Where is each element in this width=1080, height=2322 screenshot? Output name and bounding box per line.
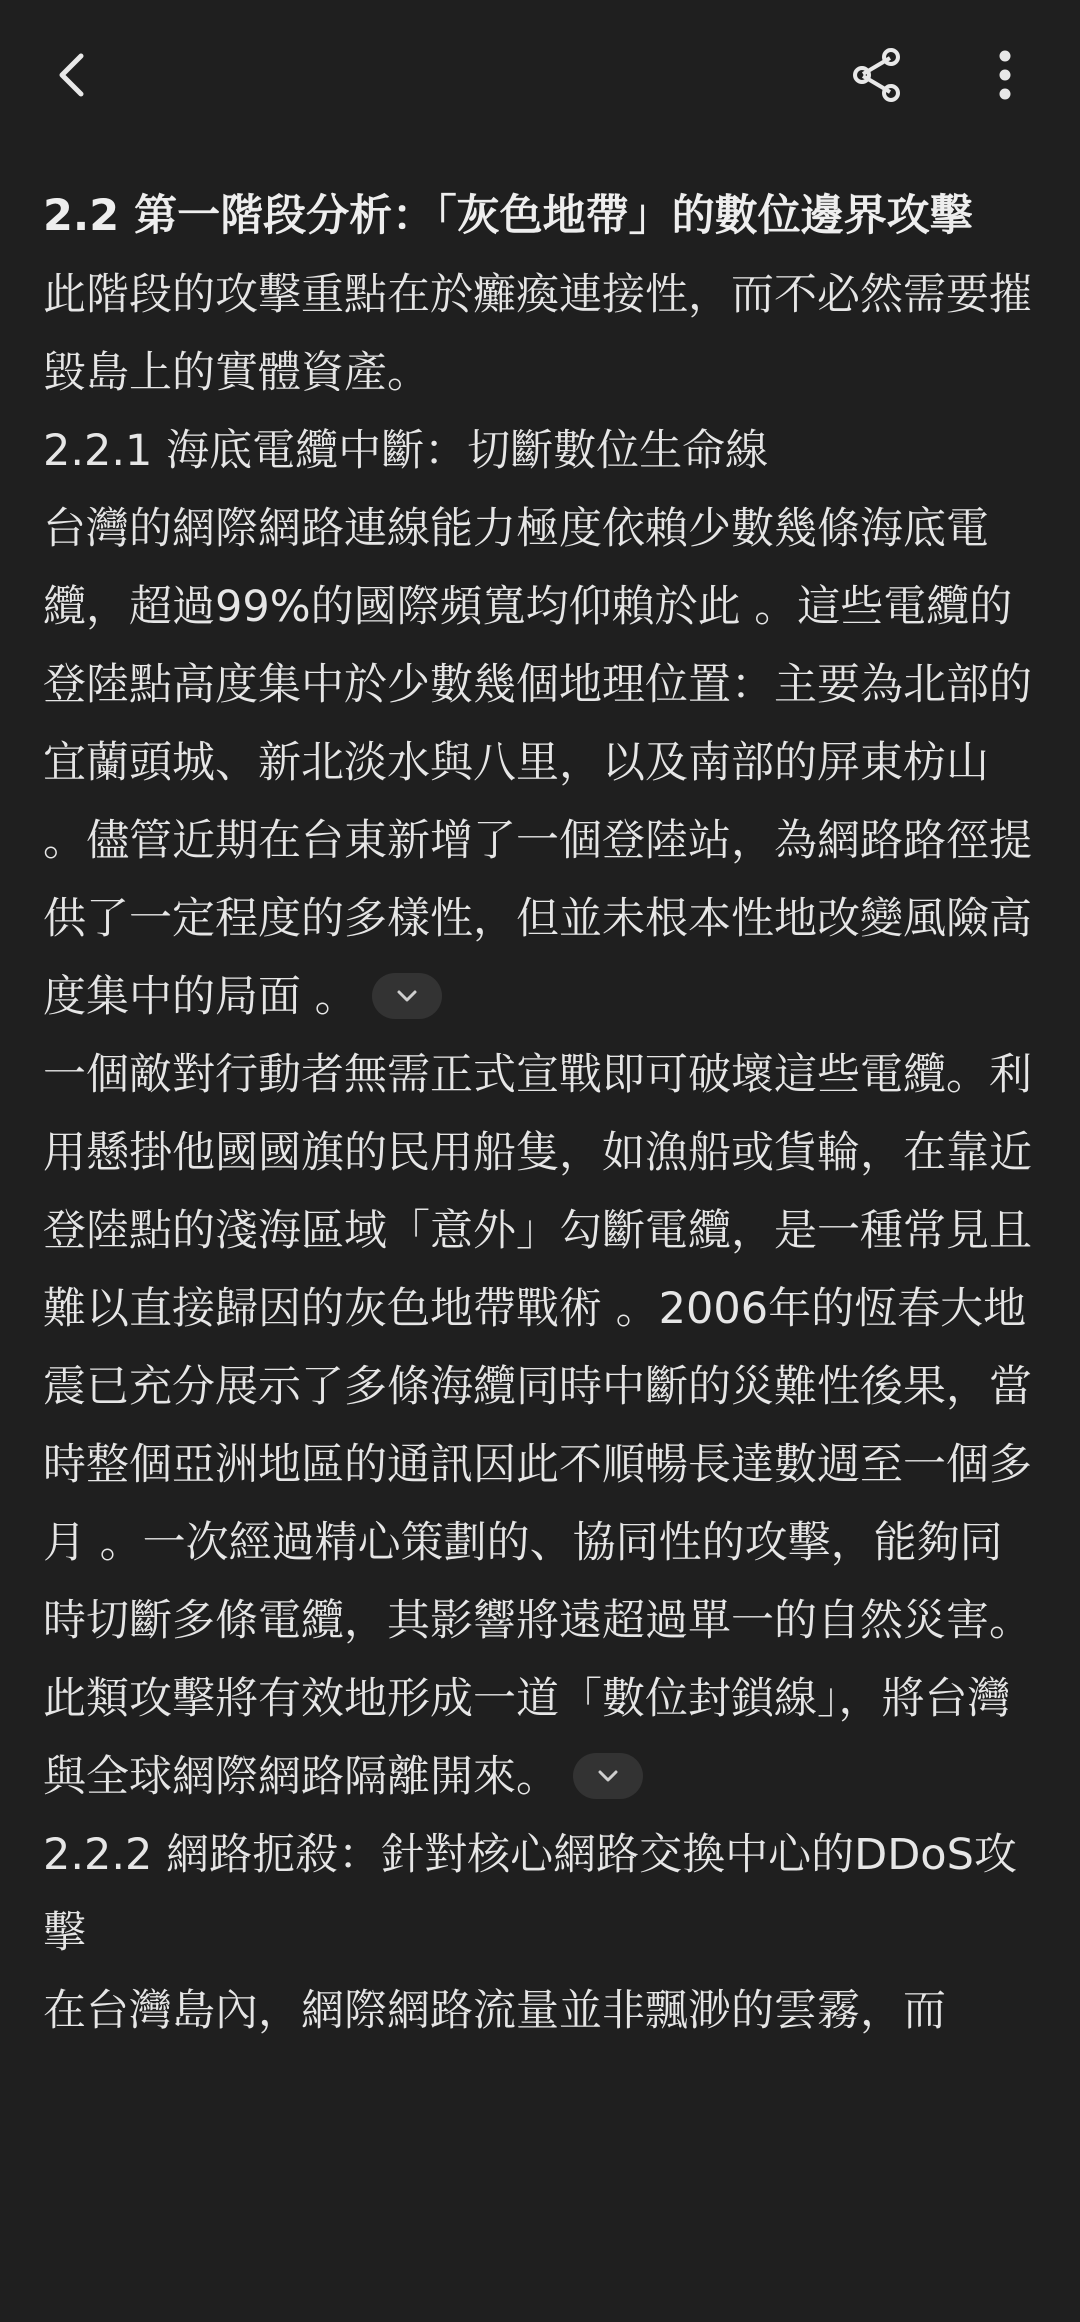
expand-sources-button[interactable] (372, 973, 442, 1019)
chevron-left-icon (48, 50, 98, 100)
back-button[interactable] (28, 30, 118, 120)
article-content (43, 176, 1043, 2050)
paragraph-ddos: 在台灣島內，網際網路流量並非飄渺的雲霧，而 (43, 1986, 946, 2036)
paragraph-gray-zone (43, 1036, 1043, 1816)
more-options-button[interactable] (960, 30, 1050, 120)
share-icon (850, 47, 904, 103)
section-title: 2.2 第一階段分析：「灰色地帶」的數位邊界攻擊 (43, 191, 973, 241)
intro-paragraph: 此階段的攻擊重點在於癱瘓連接性，而不必然需要摧毀島上的實體資產。 (43, 270, 1032, 398)
subsection-title-2-2-1: 2.2.1 海底電纜中斷：切斷數位生命線 (43, 426, 769, 476)
chevron-down-icon (396, 989, 418, 1003)
more-vert-icon (995, 49, 1015, 101)
share-button[interactable] (832, 30, 922, 120)
chevron-down-icon (597, 1769, 619, 1783)
top-app-bar (0, 0, 1080, 150)
paragraph-text: 台灣的網際網路連線能力極度依賴少數幾條海底電纜，超過99%的國際頻寬均仰賴於此 。這些電纜的登陸點高度集中於少數幾個地理位置：主要為北部的宜蘭頭城、新北淡水與八里，以及南部的屏東枋山 。儘管近期在台東新增了一個登陸站，為網路路徑提供了一定程度的多樣性，但並未根本性地改變風險高度集中的局面 。 (43, 504, 1032, 1022)
paragraph-cables (43, 490, 1043, 1036)
subsection-title-2-2-2: 2.2.2 網路扼殺：針對核心網路交換中心的DDoS攻擊 (43, 1830, 1017, 1958)
expand-sources-button[interactable] (573, 1753, 643, 1799)
paragraph-text: 一個敵對行動者無需正式宣戰即可破壞這些電纜。利用懸掛他國國旗的民用船隻，如漁船或貨輪，在靠近登陸點的淺海區域「意外」勾斷電纜，是一種常見且難以直接歸因的灰色地帶戰術 。2006年的恆春大地震已充分展示了多條海纜同時中斷的災難性後果，當時整個亞洲地區的通訊因此不順暢長達數週至一個多月 。一次經過精心策劃的、協同性的攻擊，能夠同時切斷多條電纜，其影響將遠超過單一的自然災害。此類攻擊將有效地形成一道「數位封鎖線」，將台灣與全球網際網路隔離開來。 (43, 1050, 1032, 1802)
